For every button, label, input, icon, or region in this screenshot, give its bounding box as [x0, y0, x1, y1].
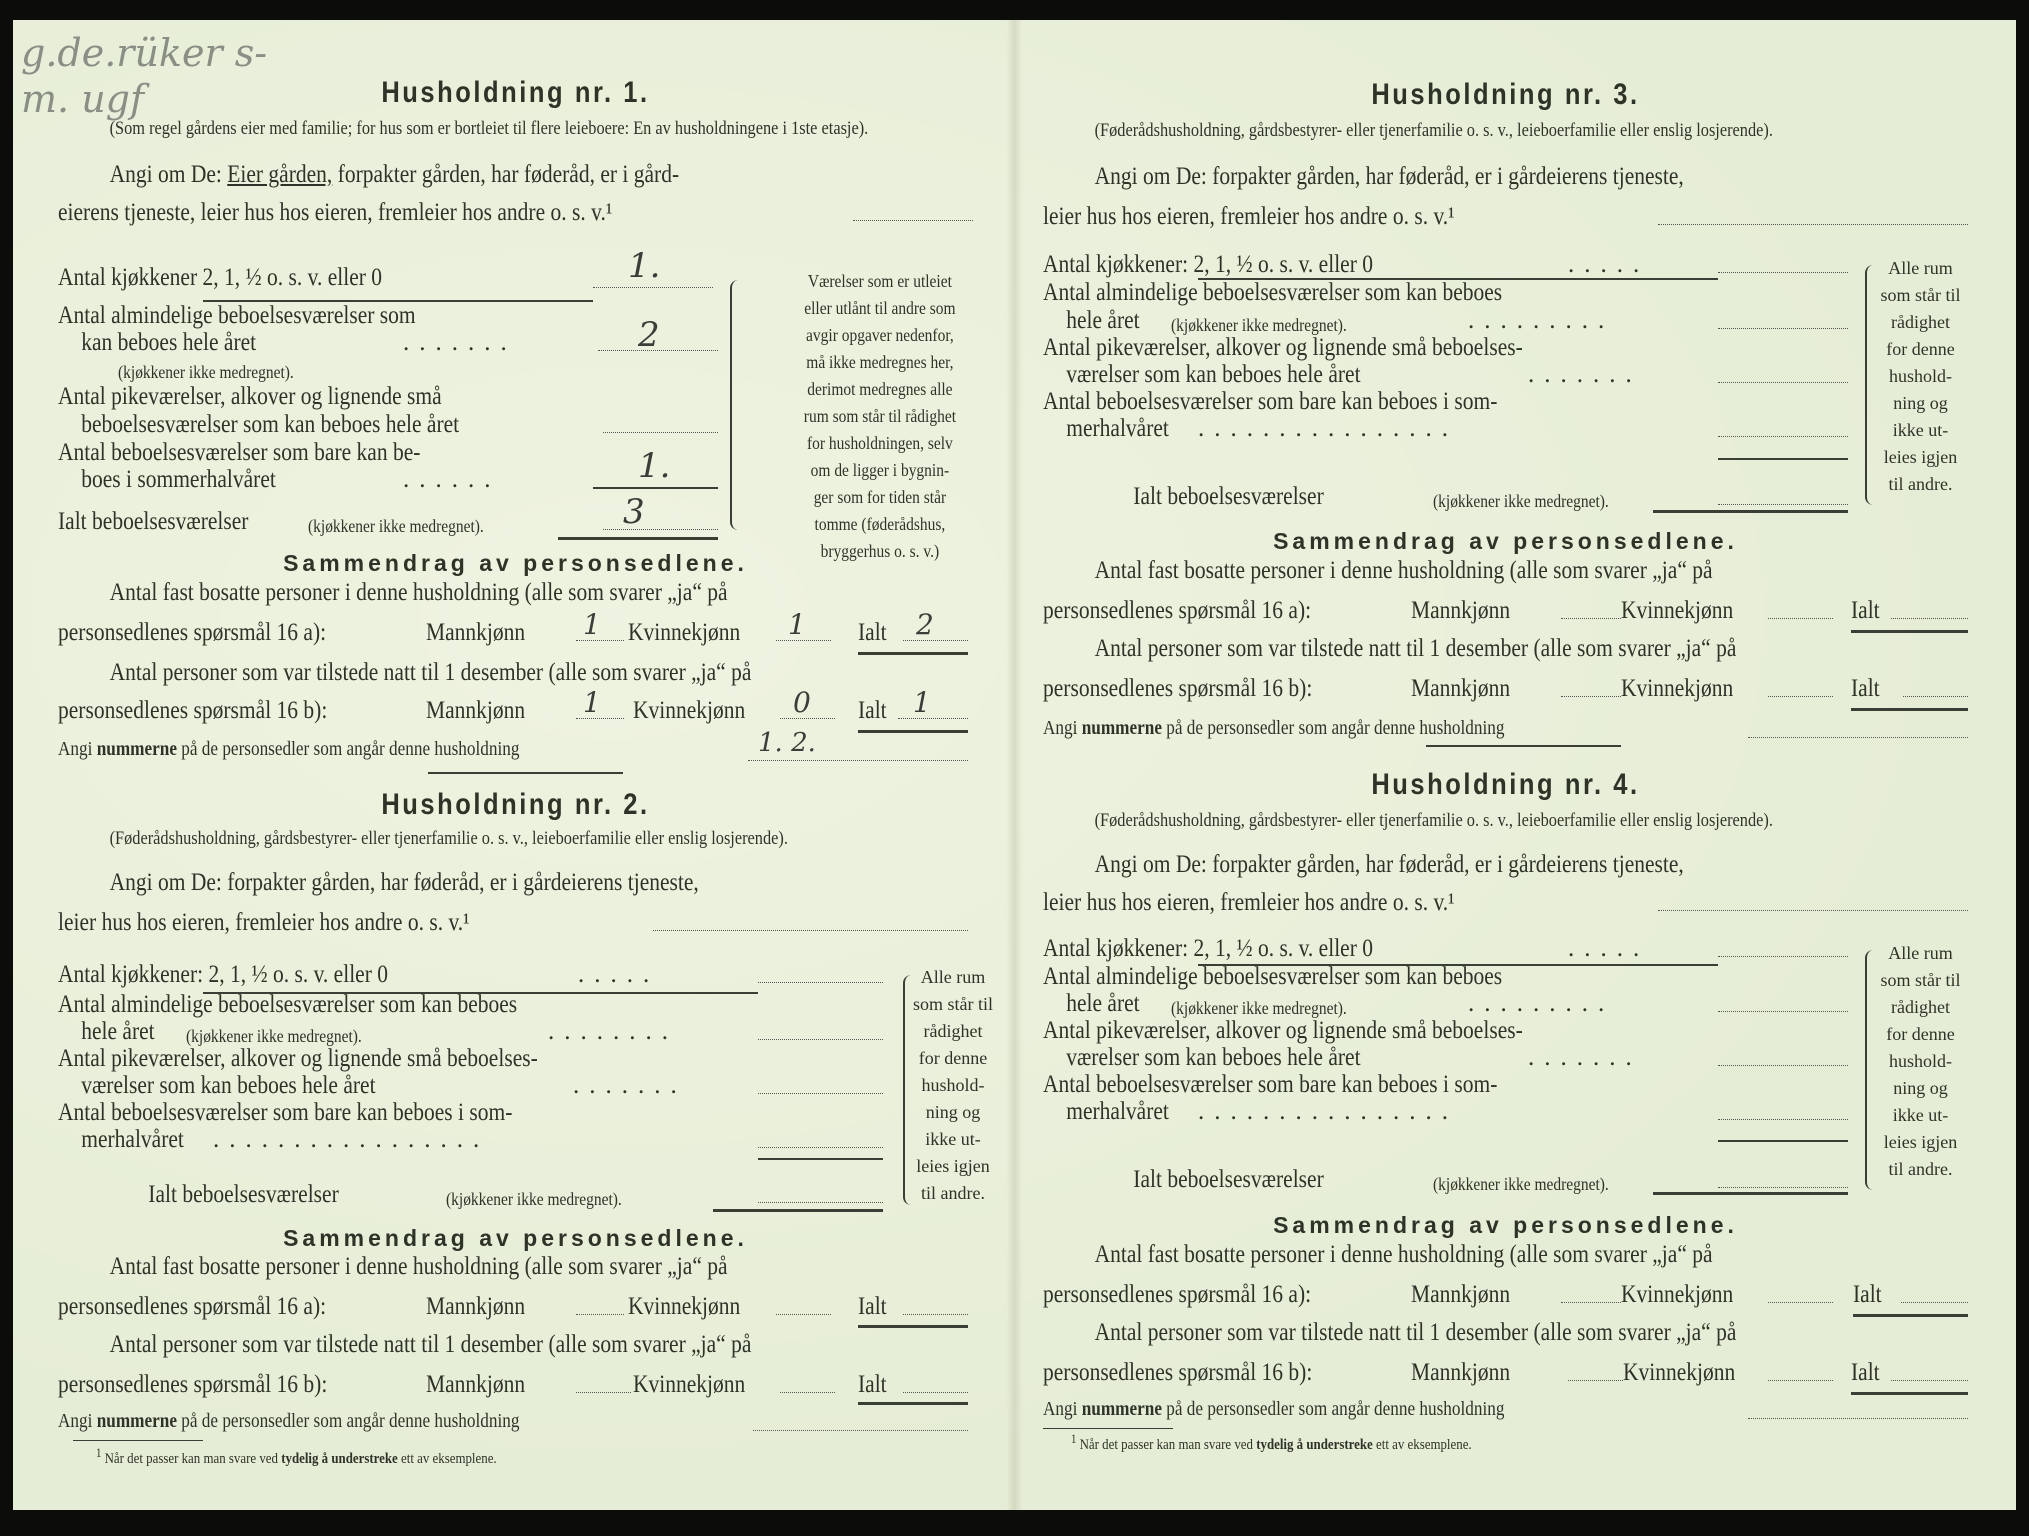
h4-resident-total[interactable] [1901, 1302, 1968, 1303]
h1-side-note: Værelser som er utleiet eller utlånt til andre som avgir opgaver nedenfor, må ikke medregnes her, derimot medregnes alle rum som står til rådighet for husholdningen, selv om de ligger i bygnin- ger som for tiden står tomme (føderådshus, bryggerhus o. s. v.) [803, 271, 956, 561]
census-form-sheet [13, 20, 2016, 1510]
h1-resident-male[interactable]: 1 [583, 608, 601, 641]
household-2-description: (Føderådshusholdning, gårdsbestyrer- eller tjenerfamilie o. s. v., leieboerfamilie eller enslig losjerende). [109, 828, 788, 849]
h1-present-row: personsedlenes spørsmål 16 b): Mannkjønn 1 Kvinnekjønn 0 Ialt 1 [58, 696, 973, 726]
h1-summer-rooms-value[interactable]: 1. [638, 446, 671, 486]
h2-present-total[interactable] [903, 1392, 968, 1393]
h4-present-female[interactable] [1768, 1380, 1833, 1381]
margin-note-line-1: g.de.rüker s- [21, 31, 268, 75]
h1-numbers-row: Angi nummerne på de personsedler som angår denne husholdning 1. 2. [58, 738, 973, 761]
household-3-title: Husholdning nr. 3. [1371, 78, 1640, 111]
household-1-angi-line-1: Angi om De: Eier gården, forpakter gården, har føderåd, er i gård- [109, 161, 680, 188]
margin-note-line-2: m. ugf [21, 77, 145, 121]
h1-present-female[interactable]: 0 [793, 686, 811, 719]
h1-resident-row: personsedlenes spørsmål 16 a): Mannkjønn 1 Kvinnekjønn 1 Ialt 2 [58, 618, 973, 648]
left-footnote: $^1$ Når det passer kan man svare ved tydelig å understreke ett av eksemplene. [96, 1446, 497, 1467]
h4-present-male[interactable] [1568, 1380, 1623, 1381]
h4-resident-female[interactable] [1768, 1302, 1833, 1303]
h3-numbers-value[interactable] [1748, 737, 1968, 738]
h1-present-male[interactable]: 1 [583, 686, 601, 719]
h2-resident-row: personsedlenes spørsmål 16 a): Mannkjønn Kvinnekjønn Ialt [58, 1292, 973, 1322]
h2-present-female[interactable] [780, 1392, 835, 1393]
h3-side-note: Alle rum som står til rådighet for denne hushold- ning og ikke ut- leies igjen til andre. [1880, 258, 1961, 494]
h1-total-rooms-value[interactable]: 3 [623, 492, 645, 532]
h1-resident-total[interactable]: 2 [916, 608, 934, 641]
h3-resident-male[interactable] [1561, 618, 1621, 619]
household-2-title: Husholdning nr. 2. [381, 788, 650, 821]
h4-summary-title: Sammendrag av personsedlene. [1273, 1212, 1738, 1238]
left-page: Husholdning nr. 1. (Som regel gårdens eier med familie; for hus som er bortleiet til flere leieboere: En av husholdningene i 1ste etasje). Angi om De: Eier gården, forpakter gården, har føderåd, er i gård- eierens tjeneste, leier hus hos eieren, fremleier hos andre o. s. v.¹ Antal kjøkkener 2, 1, ½ o. s. v. eller 0 1. Antal almindelige beboelsesværelser som kan beboes hele året ....... 2 (kjøkkener ikke medregnet). Antal pikeværelser, alkover og lignende små beboelsesværelser som kan beboes hele året Antal beboelsesværelser som bare kan be- boes i sommerhalvåret ...... 1. Ialt beboelsesværelser (kjøkkener ikke medregnet). 3 Værelser som er utleiet eller utlånt til andre som avgir opgaver nedenfor, må ikke medregnes her, derimot medregnes alle rum som står til rådighet for husholdningen, selv om de ligger i bygnin- ger som for tiden står tomme (føderådshus, bryggerhus o. s. v.) Sammendrag av personsedlene. Antal fast bosatte personer i denne husholdning (alle som svarer „ja“ på personsedlenes spørsmål 16 a): Mannkjønn 1 Kvinnekjønn 1 Ialt 2 Antal personer som var tilstede natt til 1 desember (alle som svarer „ja“ på personsedlenes spørsmål 16 b): Mannkjønn 1 Kvinnekjønn 0 Ialt 1 Angi nummerne på de personsedler som angår denne husholdning 1. 2. Husholdning nr. 2. (Føderådshusholdning, gårdsbestyrer- eller tjenerfamilie o. s. v., leieboerfamilie eller enslig losjerende). Angi om De: forpakter gården, har føderåd, er i gårdeierens tjeneste, leier hus hos eieren, fremleier hos andre o. s. v.¹ Antal kjøkkener: 2, 1, ½ o. s. v. eller 0 ..... Antal almindelige beboelsesværelser som kan beboes hele året (kjøkkener ikke medregnet). ........ Antal pikeværelser, alkover og lignende små beboelses- værelser som kan beboes hele året ....... Antal beboelsesværelser som bare kan beboes i som- merhalvåret ................. Ialt beboelsesværelser (kjøkkener ikke medregnet). Alle rum som står til rådighet for denne hushold- ning og ikke ut- leies igjen til andre. Sammendrag av personsedlene. Antal fast bosatte personer i denne husholdning (alle som svarer „ja“ på personsedlenes spørsmål 16 a): Mannkjønn Kvinnekjønn Ialt Antal personer som var tilstede natt til 1 desember (alle som svarer „ja“ på personsedlenes spørsmål 16 b): Mannkjønn Kvinnekjønn Ialt Angi nummerne på de personsedler som angår denne husholdning $^1$ Når det passer kan man svare ved tydelig å understreke ett av eksemplene. [58, 20, 973, 1510]
right-footnote: $^1$ Når det passer kan man svare ved tydelig å understreke ett av eksemplene. [1071, 1432, 1472, 1453]
h2-numbers-value[interactable] [753, 1430, 968, 1431]
household-1-angi-line-2: eierens tjeneste, leier hus hos eieren, fremleier hos andre o. s. v.¹ [58, 198, 973, 228]
h4-numbers-value[interactable] [1748, 1418, 1968, 1419]
h3-present-male[interactable] [1561, 696, 1621, 697]
household-4-title: Husholdning nr. 4. [1371, 768, 1640, 801]
h1-ordinary-rooms-row: Antal almindelige beboelsesværelser som [58, 302, 416, 329]
h1-total-rooms-row: Ialt beboelsesværelser (kjøkkener ikke medregnet). 3 [58, 507, 973, 537]
h3-numbers-row: Angi nummerne på de personsedler som angår denne husholdning [1043, 717, 1968, 740]
h4-numbers-row: Angi nummerne på de personsedler som angår denne husholdning [1043, 1398, 1968, 1421]
h4-resident-male[interactable] [1561, 1302, 1621, 1303]
h1-summer-rooms-row: Antal beboelsesværelser som bare kan be- [58, 439, 421, 466]
h1-ordinary-rooms-value[interactable]: 2 [638, 315, 660, 355]
h1-present-total[interactable]: 1 [913, 686, 931, 719]
h2-side-note: Alle rum som står til rådighet for denne hushold- ning og ikke ut- leies igjen til andre. [913, 967, 993, 1203]
h1-kitchens-value[interactable]: 1. [628, 246, 661, 286]
h1-kitchens-row: Antal kjøkkener 2, 1, ½ o. s. v. eller 0 1. [58, 263, 973, 293]
h2-resident-total[interactable] [903, 1314, 968, 1315]
h4-side-note: Alle rum som står til rådighet for denne hushold- ning og ikke ut- leies igjen til andre. [1880, 943, 1961, 1179]
h2-present-row: personsedlenes spørsmål 16 b): Mannkjønn Kvinnekjønn Ialt [58, 1370, 973, 1400]
right-page: Husholdning nr. 3. (Føderådshusholdning, gårdsbestyrer- eller tjenerfamilie o. s. v., leieboerfamilie eller enslig losjerende). Angi om De: forpakter gården, har føderåd, er i gårdeierens tjeneste, leier hus hos eieren, fremleier hos andre o. s. v.¹ Antal kjøkkener: 2, 1, ½ o. s. v. eller 0 ..... Antal almindelige beboelsesværelser som kan beboes hele året (kjøkkener ikke medregnet). ......... Antal pikeværelser, alkover og lignende små beboelses- værelser som kan beboes hele året ....... Antal beboelsesværelser som bare kan beboes i som- merhalvåret ................ Ialt beboelsesværelser (kjøkkener ikke medregnet). Alle rum som står til rådighet for denne hushold- ning og ikke ut- leies igjen til andre. Sammendrag av personsedlene. Antal fast bosatte personer i denne husholdning (alle som svarer „ja“ på personsedlenes spørsmål 16 a): Mannkjønn Kvinnekjønn Ialt Antal personer som var tilstede natt til 1 desember (alle som svarer „ja“ på personsedlenes spørsmål 16 b): Mannkjønn Kvinnekjønn Ialt Angi nummerne på de personsedler som angår denne husholdning Husholdning nr. 4. (Føderådshusholdning, gårdsbestyrer- eller tjenerfamilie o. s. v., leieboerfamilie eller enslig losjerende). Angi om De: forpakter gården, har føderåd, er i gårdeierens tjeneste, leier hus hos eieren, fremleier hos andre o. s. v.¹ Antal kjøkkener: 2, 1, ½ o. s. v. eller 0 ..... Antal almindelige beboelsesværelser som kan beboes hele året (kjøkkener ikke medregnet). ......... Antal pikeværelser, alkover og lignende små beboelses- værelser som kan beboes hele året ....... Antal beboelsesværelser som bare kan beboes i som- merhalvåret ................ Ialt beboelsesværelser (kjøkkener ikke medregnet). Alle rum som står til rådighet for denne hushold- ning og ikke ut- leies igjen til andre. Sammendrag av personsedlene. Antal fast bosatte personer i denne husholdning (alle som svarer „ja“ på personsedlenes spørsmål 16 a): Mannkjønn Kvinnekjønn Ialt Antal personer som var tilstede natt til 1 desember (alle som svarer „ja“ på personsedlenes spørsmål 16 b): Mannkjønn Kvinnekjønn Ialt Angi nummerne på de personsedler som angår denne husholdning $^1$ Når det passer kan man svare ved tydelig å understreke ett av eksemplene. [1043, 20, 1968, 1510]
h2-resident-male[interactable] [576, 1314, 624, 1315]
h3-resident-total[interactable] [1891, 618, 1968, 619]
h3-present-total[interactable] [1903, 696, 1968, 697]
h4-present-row: personsedlenes spørsmål 16 b): Mannkjønn Kvinnekjønn Ialt [1043, 1358, 1968, 1388]
h4-resident-row: personsedlenes spørsmål 16 a): Mannkjønn Kvinnekjønn Ialt [1043, 1280, 1968, 1310]
household-4-description: (Føderådshusholdning, gårdsbestyrer- eller tjenerfamilie o. s. v., leieboerfamilie eller enslig losjerende). [1094, 810, 1773, 831]
h3-summary-title: Sammendrag av personsedlene. [1273, 528, 1738, 554]
h2-summary-title: Sammendrag av personsedlene. [283, 1225, 748, 1251]
h1-resident-female[interactable]: 1 [788, 608, 806, 641]
h2-numbers-row: Angi nummerne på de personsedler som angår denne husholdning [58, 1410, 973, 1433]
household-1-title: Husholdning nr. 1. [381, 76, 650, 109]
household-1-description: (Som regel gårdens eier med familie; for hus som er bortleiet til flere leieboere: En av husholdningene i 1ste etasje). [109, 118, 869, 139]
h3-resident-female[interactable] [1768, 618, 1833, 619]
h1-numbers-value[interactable]: 1. 2. [758, 728, 816, 758]
h1-small-rooms-row: Antal pikeværelser, alkover og lignende små [58, 383, 442, 410]
owner-option-underlined[interactable]: Eier gården, [227, 161, 333, 188]
h1-summary-title: Sammendrag av personsedlene. [283, 550, 748, 576]
h3-present-female[interactable] [1768, 696, 1833, 697]
h3-present-row: personsedlenes spørsmål 16 b): Mannkjønn Kvinnekjønn Ialt [1043, 674, 1968, 704]
h4-present-total[interactable] [1891, 1380, 1968, 1381]
household-3-description: (Føderådshusholdning, gårdsbestyrer- eller tjenerfamilie o. s. v., leieboerfamilie eller enslig losjerende). [1094, 120, 1773, 141]
h3-resident-row: personsedlenes spørsmål 16 a): Mannkjønn Kvinnekjønn Ialt [1043, 596, 1968, 626]
h2-resident-female[interactable] [776, 1314, 831, 1315]
h2-present-male[interactable] [576, 1392, 631, 1393]
